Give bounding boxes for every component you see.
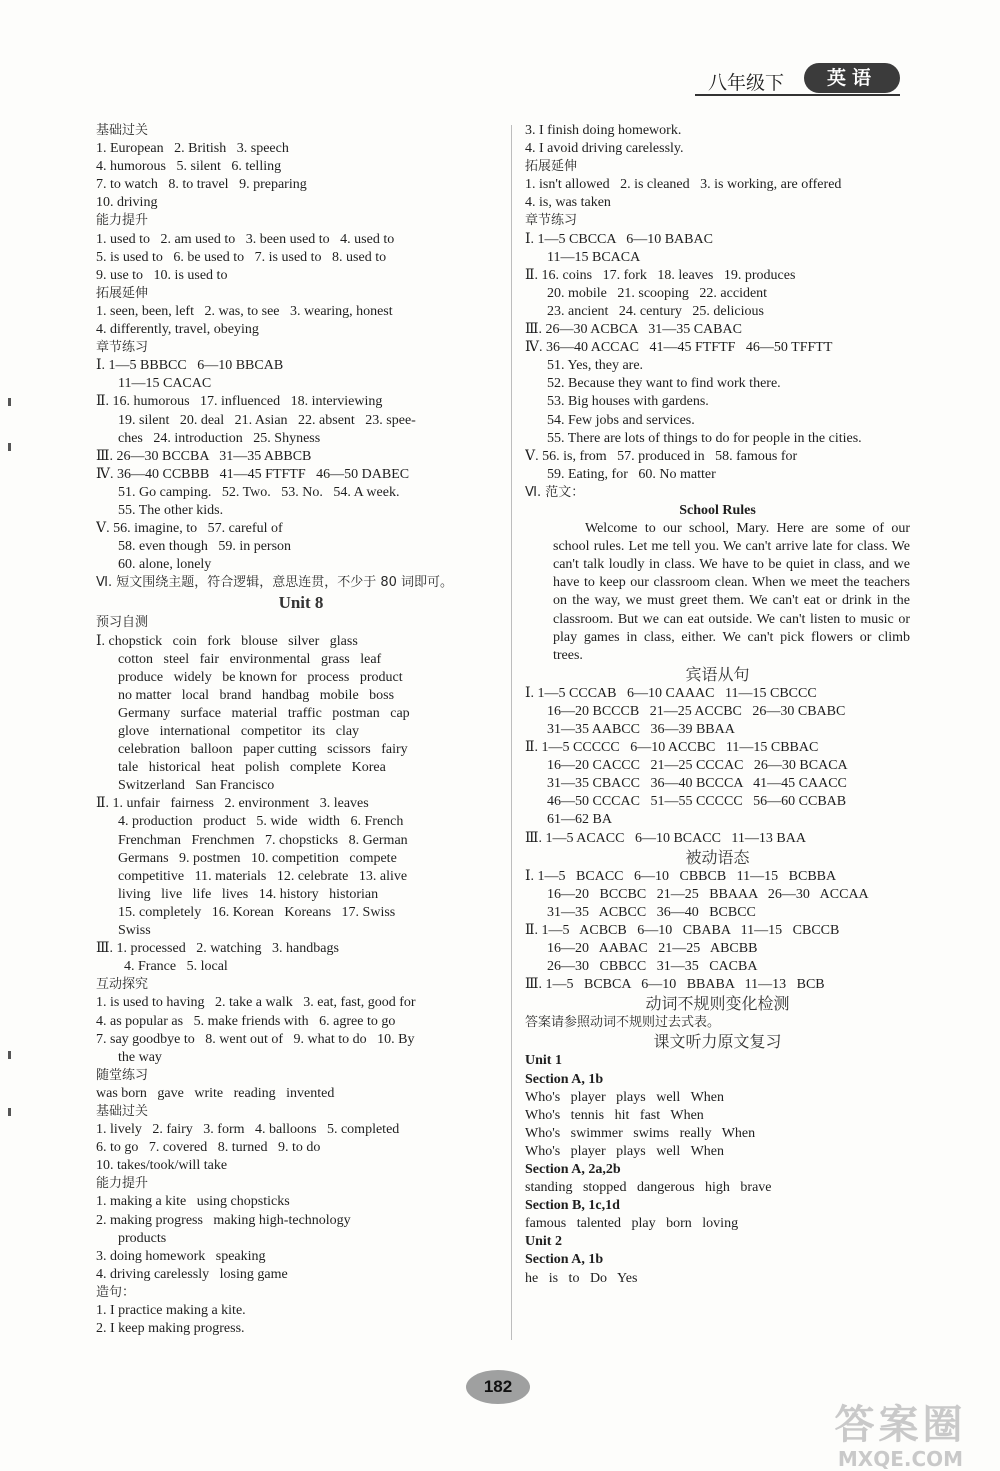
essay-title: School Rules — [679, 502, 756, 518]
answer-line: 1. I practice making a kite. — [96, 1303, 246, 1318]
answer-line: Swiss — [118, 923, 151, 939]
listening-heading: Section A, 2a,2b — [525, 1161, 621, 1177]
answer-line: 26—30 CBBCC 31—35 CACBA — [547, 959, 758, 975]
answer-line: 1. is used to having 2. take a walk 3. eat, fast, good for — [96, 995, 416, 1011]
answer-line: 31—35 CBACC 36—40 BCCCA 41—45 CAACC — [547, 776, 847, 792]
section-label: 互动探究 — [96, 977, 149, 993]
answer-line: Ⅲ. 26—30 ACBCA 31—35 CABAC — [525, 322, 742, 338]
answer-line: 3. doing homework speaking — [96, 1248, 266, 1264]
answer-line: cotton steel fair environmental grass leaf — [118, 651, 382, 667]
answer-line: was born gave write reading invented — [96, 1085, 335, 1101]
answer-line: glove international competitor its clay — [118, 724, 360, 739]
answer-line: 16—20 AABAC 21—25 ABCBB — [547, 941, 758, 957]
answer-line: 7. say goodbye to 8. went out of 9. what to do 10. By — [96, 1031, 415, 1047]
binding-mark — [8, 398, 11, 406]
answer-line: 15. completely 16. Korean Koreans 17. Swiss — [118, 904, 396, 920]
answer-line: Ⅱ. 1. unfair fairness 2. environment 3. leaves — [96, 796, 369, 812]
answer-line: Ⅱ. 16. humorous 17. influenced 18. interviewing — [96, 394, 383, 410]
answer-line: Ⅰ. chopstick coin fork blouse silver glass — [96, 633, 358, 649]
answer-line: 4. humorous 5. silent 6. telling — [96, 159, 282, 175]
answer-line: products — [118, 1230, 167, 1246]
answer-line: famous talented play born loving — [525, 1216, 739, 1232]
binding-mark — [8, 1108, 11, 1116]
answer-line: 3. I finish doing homework. — [525, 123, 682, 138]
section-heading: 课文听力原文复习 — [653, 1032, 782, 1052]
answer-line: 1. making a kite using chopsticks — [96, 1194, 290, 1210]
answer-line: ches 24. introduction 25. Shyness — [118, 430, 321, 446]
section-label: Ⅵ. 范文： — [525, 484, 585, 500]
answer-line: Switzerland San Francisco — [118, 778, 275, 794]
answer-line: 51. Go camping. 52. Two. 53. No. 54. A week. — [118, 484, 400, 500]
answer-line: 4. as popular as 5. make friends with 6. agree to go — [96, 1013, 396, 1029]
answer-line: 10. takes/took/will take — [96, 1158, 228, 1174]
answer-line: Who's player plays well When — [525, 1143, 724, 1159]
answer-line: Frenchman Frenchmen 7. chopsticks 8. German — [118, 832, 408, 848]
answer-line: 60. alone, lonely — [118, 557, 212, 573]
section-heading: 动词不规则变化检测 — [645, 994, 790, 1014]
answer-line: Ⅱ. 1—5 CCCCC 6—10 ACCBC 11—15 CBBAC — [525, 740, 819, 756]
answer-line: 4. production product 5. wide width 6. French — [118, 814, 404, 830]
answer-line: Ⅲ. 1—5 ACACC 6—10 BCACC 11—13 BAA — [525, 830, 806, 846]
answer-line: 54. Few jobs and services. — [547, 412, 695, 428]
answer-line: 23. ancient 24. century 25. delicious — [547, 303, 764, 319]
answer-line: 51. Yes, they are. — [547, 358, 644, 374]
answer-line: 55. There are lots of things to do for people in the cities. — [547, 430, 862, 446]
answer-line: 61—62 BA — [547, 812, 612, 828]
subject-badge: 英语 — [804, 63, 900, 93]
answer-line: 7. to watch 8. to travel 9. preparing — [96, 177, 307, 193]
answer-line: 1. seen, been, left 2. was, to see 3. wearing, honest — [96, 303, 393, 319]
watermark-main: 答案圈 — [834, 1402, 967, 1448]
essay-body: Welcome to our school, Mary. Here are some of our school rules. Let me tell you. We can't arrive late for class. We can't talk loudly in class. We have to be quiet in class, and we have to keep our classroom clean. When we meet the teachers on the way, we must greet them. We can't eat or drink in the classroom. But we can eat outside. We can't listen to music or play games in class, either. We can't pick flowers or climb trees. — [553, 521, 910, 663]
section-label: 能力提升 — [96, 213, 149, 229]
answer-line: 58. even though 59. in person — [118, 539, 292, 555]
grade-label: 八年级下 — [708, 72, 785, 94]
answer-line: Ⅲ. 1—5 BCBCA 6—10 BBABA 11—13 BCB — [525, 977, 825, 993]
answer-line: Ⅴ. 56. imagine, to 57. careful of — [96, 521, 283, 537]
answer-line: competitive 11. materials 12. celebrate 13. alive — [118, 868, 408, 884]
answer-line: 6. to go 7. covered 8. turned 9. to do — [96, 1140, 321, 1156]
answer-line: 2. making progress making high-technology — [96, 1212, 351, 1228]
listening-heading: Unit 1 — [525, 1053, 562, 1069]
listening-heading: Unit 2 — [525, 1234, 562, 1250]
binding-mark — [8, 1051, 11, 1059]
unit-heading: Unit 8 — [278, 593, 324, 613]
answer-line: Ⅳ. 36—40 CCBBB 41—45 FTFTF 46—50 DABEC — [96, 466, 410, 482]
answer-line: Ⅲ. 26—30 BCCBA 31—35 ABBCB — [96, 448, 312, 464]
answer-line: 1. used to 2. am used to 3. been used to 4. used to — [96, 231, 395, 247]
answer-line: 2. I keep making progress. — [96, 1321, 245, 1337]
answer-line: 4. is, was taken — [525, 195, 611, 211]
section-label: 随堂练习 — [96, 1067, 149, 1083]
answer-line: Who's swimmer swims really When — [525, 1125, 756, 1141]
answer-line: 10. driving — [96, 195, 158, 211]
section-label: 能力提升 — [96, 1176, 149, 1192]
answer-line: living live life lives 14. history historian — [118, 886, 379, 902]
answer-line: 4. driving carelessly losing game — [96, 1266, 288, 1282]
answer-line: 1. lively 2. fairy 3. form 4. balloons 5. completed — [96, 1122, 400, 1138]
answer-line: 4. differently, travel, obeying — [96, 322, 259, 338]
listening-heading: Section A, 1b — [525, 1252, 604, 1268]
answer-line: 52. Because they want to find work there. — [547, 376, 781, 392]
answer-line: Ⅱ. 1—5 ACBCB 6—10 CBABA 11—15 CBCCB — [525, 922, 840, 938]
page-number: 182 — [466, 1370, 530, 1404]
answer-line: 5. is used to 6. be used to 7. is used to 8. used to — [96, 249, 387, 265]
answer-line: produce widely be known for process product — [118, 669, 403, 685]
answer-line: 4. France 5. local — [124, 959, 228, 975]
answer-line: 9. use to 10. is used to — [96, 267, 228, 283]
answer-line: 53. Big houses with gardens. — [547, 394, 709, 410]
answer-line: 16—20 BCCBC 21—25 BBAAA 26—30 ACCAA — [547, 886, 869, 902]
answer-line: standing stopped dangerous high brave — [525, 1180, 772, 1196]
answer-line: Ⅰ. 1—5 CCCAB 6—10 CAAAC 11—15 CBCCC — [525, 685, 817, 701]
section-label: 拓展延伸 — [96, 285, 149, 301]
answer-line: 4. I avoid driving carelessly. — [525, 141, 684, 157]
answer-line: no matter local brand handbag mobile boss — [118, 687, 395, 703]
answer-line: celebration balloon paper cutting scissors fairy — [118, 742, 408, 758]
left-answer-column — [96, 122, 506, 1338]
right-top-section — [525, 122, 910, 502]
answer-line: Germans 9. postmen 10. competition compete — [118, 850, 397, 866]
answer-line: 20. mobile 21. scooping 22. accident — [547, 285, 768, 301]
answer-line: 1. isn't allowed 2. is cleaned 3. is working, are offered — [525, 177, 842, 193]
listening-heading: Section B, 1c,1d — [525, 1198, 620, 1214]
section-label: 基础过关 — [96, 123, 149, 138]
section-heading: 宾语从句 — [685, 664, 750, 684]
section-label: 造句： — [96, 1284, 136, 1300]
column-divider — [511, 125, 512, 1340]
answer-line: tale historical heat polish complete Korea — [118, 760, 386, 776]
section-heading: 被动语态 — [685, 847, 750, 867]
answer-line: Who's player plays well When — [525, 1089, 724, 1105]
answer-line: 19. silent 20. deal 21. Asian 22. absent 23. spee- — [118, 412, 416, 428]
header-rule — [695, 94, 900, 96]
answer-line: Ⅳ. 36—40 ACCAC 41—45 FTFTF 46—50 TFFTT — [525, 340, 833, 356]
answer-line: 11—15 BCACA — [547, 249, 641, 265]
answer-line: Who's tennis hit fast When — [525, 1107, 704, 1123]
answer-line: 11—15 CACAC — [118, 376, 212, 392]
answer-line: 16—20 CACCC 21—25 CCCAC 26—30 BCACA — [547, 758, 848, 774]
answer-line: Ⅰ. 1—5 CBCCA 6—10 BABAC — [525, 231, 713, 247]
answer-line: 31—35 ACBCC 36—40 BCBCC — [547, 904, 756, 920]
answer-line: Ⅴ. 56. is, from 57. produced in 58. famous for — [525, 448, 798, 464]
right-bottom-section — [525, 665, 910, 1288]
answer-line: the way — [118, 1049, 162, 1065]
binding-mark — [8, 443, 11, 451]
answer-line: Ⅰ. 1—5 BCACC 6—10 CBBCB 11—15 BCBBA — [525, 868, 837, 884]
section-label: 拓展延伸 — [525, 159, 578, 175]
right-answer-column — [525, 122, 910, 1288]
answer-line: 46—50 CCCAC 51—55 CCCCC 56—60 CCBAB — [547, 794, 847, 810]
listening-heading: Section A, 1b — [525, 1071, 604, 1087]
answer-line: 1. European 2. British 3. speech — [96, 141, 289, 157]
answer-line: 31—35 AABCC 36—39 BBAA — [547, 722, 735, 737]
section-label: 答案请参照动词不规则过去式表。 — [525, 1015, 721, 1031]
answer-line: Ⅱ. 16. coins 17. fork 18. leaves 19. produces — [525, 267, 796, 283]
answer-line: Germany surface material traffic postman cap — [118, 705, 410, 721]
section-label: 章节练习 — [525, 213, 578, 229]
section-label: 基础过关 — [96, 1103, 149, 1119]
answer-line: he is to Do Yes — [525, 1270, 638, 1286]
watermark-logo — [808, 1402, 993, 1470]
section-label: 预习自测 — [96, 615, 149, 631]
answer-line: 16—20 BCCCB 21—25 ACCBC 26—30 CBABC — [547, 703, 846, 719]
answer-line: 59. Eating, for 60. No matter — [547, 466, 716, 482]
answer-line: 55. The other kids. — [118, 502, 224, 518]
section-label: Ⅵ. 短文围绕主题，符合逻辑，意思连贯，不少于 80 词即可。 — [96, 575, 454, 591]
watermark-site: MXQE.COM — [837, 1447, 964, 1471]
section-label: 章节练习 — [96, 340, 149, 356]
answer-line: Ⅲ. 1. processed 2. watching 3. handbags — [96, 941, 339, 957]
answer-line: Ⅰ. 1—5 BBBCC 6—10 BBCAB — [96, 358, 284, 374]
